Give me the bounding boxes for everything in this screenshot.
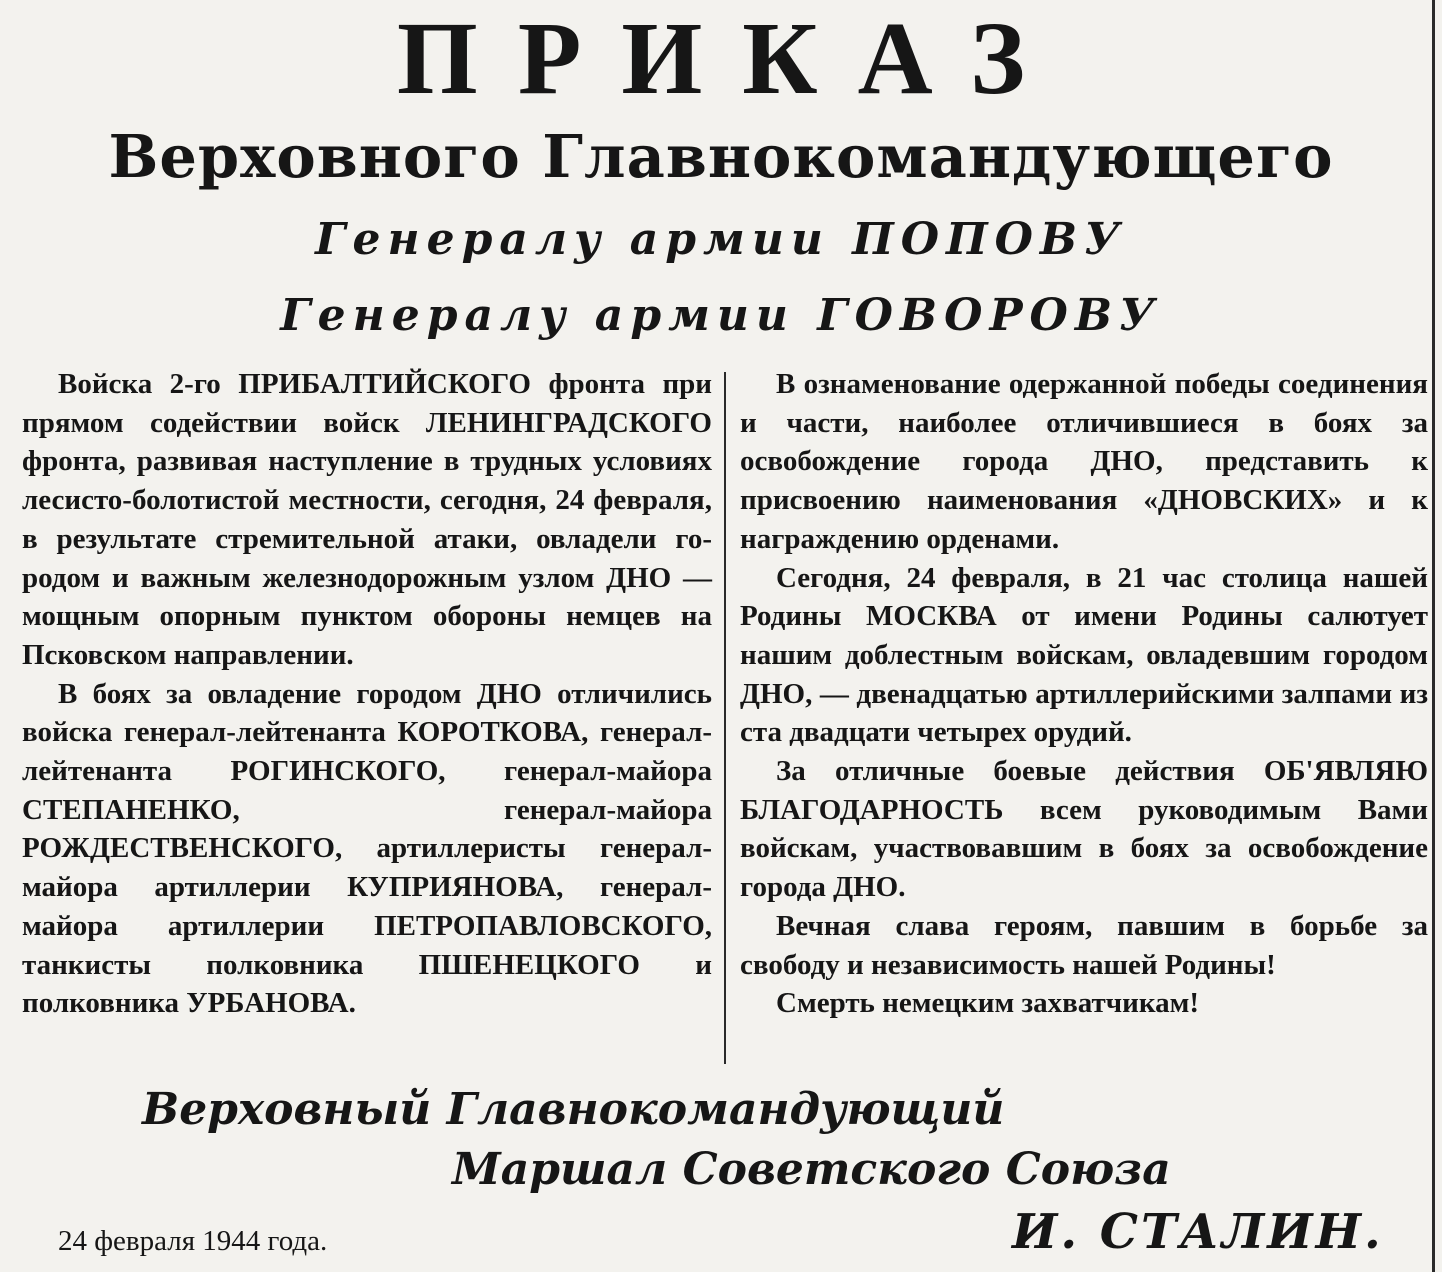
signature-rank: Верховный Главнокомандующий	[142, 1084, 1005, 1135]
paragraph-honorary-name: В ознаменование одержанной победы соединения и части, наиболее отличившиеся в боях за освобождение города ДНО, представить к присвоению наименования «ДНОВСКИХ» и к награждению орденами.	[740, 368, 1428, 555]
addressee-govorov: Генералу армии ГОВОРОВУ	[280, 290, 1162, 341]
order-date: 24 февраля 1944 года.	[58, 1225, 328, 1257]
signature-name: И. СТАЛИН.	[1012, 1204, 1384, 1260]
column-divider	[724, 372, 726, 1064]
paragraph-capture-of-dno: Войска 2-го ПРИБАЛТИЙСКОГО фронта при прямом содействии войск ЛЕНИНГРАДСКОГО фронта, развивая наступление в трудных условиях лесисто-болотистой местности, сегодня, 24 февраля, в результате стремительной атаки, овладели городом и важным железнодорожным узлом ДНО — мощным опорным пунктом обороны немцев на Псковском направлении.	[22, 368, 712, 671]
order-title: ПРИКАЗ	[396, 1, 1066, 116]
paragraph-distinguished-troops: В боях за овладение городом ДНО отличились войска генерал-лейтенанта КОРОТКОВА, генерал-лейтенанта РОГИНСКОГО, генерал-майора СТЕПАНЕНКО, генерал-майора РОЖДЕСТВЕНСКОГО, артиллеристы генерал-майора артиллерии КУПРИЯНОВА, генерал-майора артиллерии ПЕТРОПАВЛОВСКОГО, танкисты полковника ПШЕНЕЦКОГО и полковника УРБАНОВА.	[22, 677, 712, 1020]
addressee-popov: Генералу армии ПОПОВУ	[315, 214, 1127, 265]
text-column-right	[740, 365, 1428, 1023]
paragraph-eternal-glory: Вечная слава героям, павшим в борьбе за свободу и независимость нашей Родины!	[740, 909, 1428, 981]
paragraph-salute: Сегодня, 24 февраля, в 21 час столица нашей Родины МОСКВА от имени Родины салютует нашим доблестным войскам, овладевшим городом ДНО, — двенадцатью артиллерийскими залпами из ста двадцати четырех орудий.	[740, 561, 1428, 749]
paragraph-death-to-invaders: Смерть немецким захватчикам!	[776, 987, 1200, 1020]
order-subtitle: Верховного Главнокомандующего	[108, 122, 1334, 191]
paragraph-gratitude: За отличные боевые действия ОБ'ЯВЛЯЮ БЛАГОДАРНОСТЬ всем руководимым Вами войскам, участвовавшим в боях за освобождение города ДНО.	[740, 755, 1428, 904]
signature-title: Маршал Советского Союза	[452, 1144, 1171, 1195]
text-column-left	[22, 365, 712, 1023]
